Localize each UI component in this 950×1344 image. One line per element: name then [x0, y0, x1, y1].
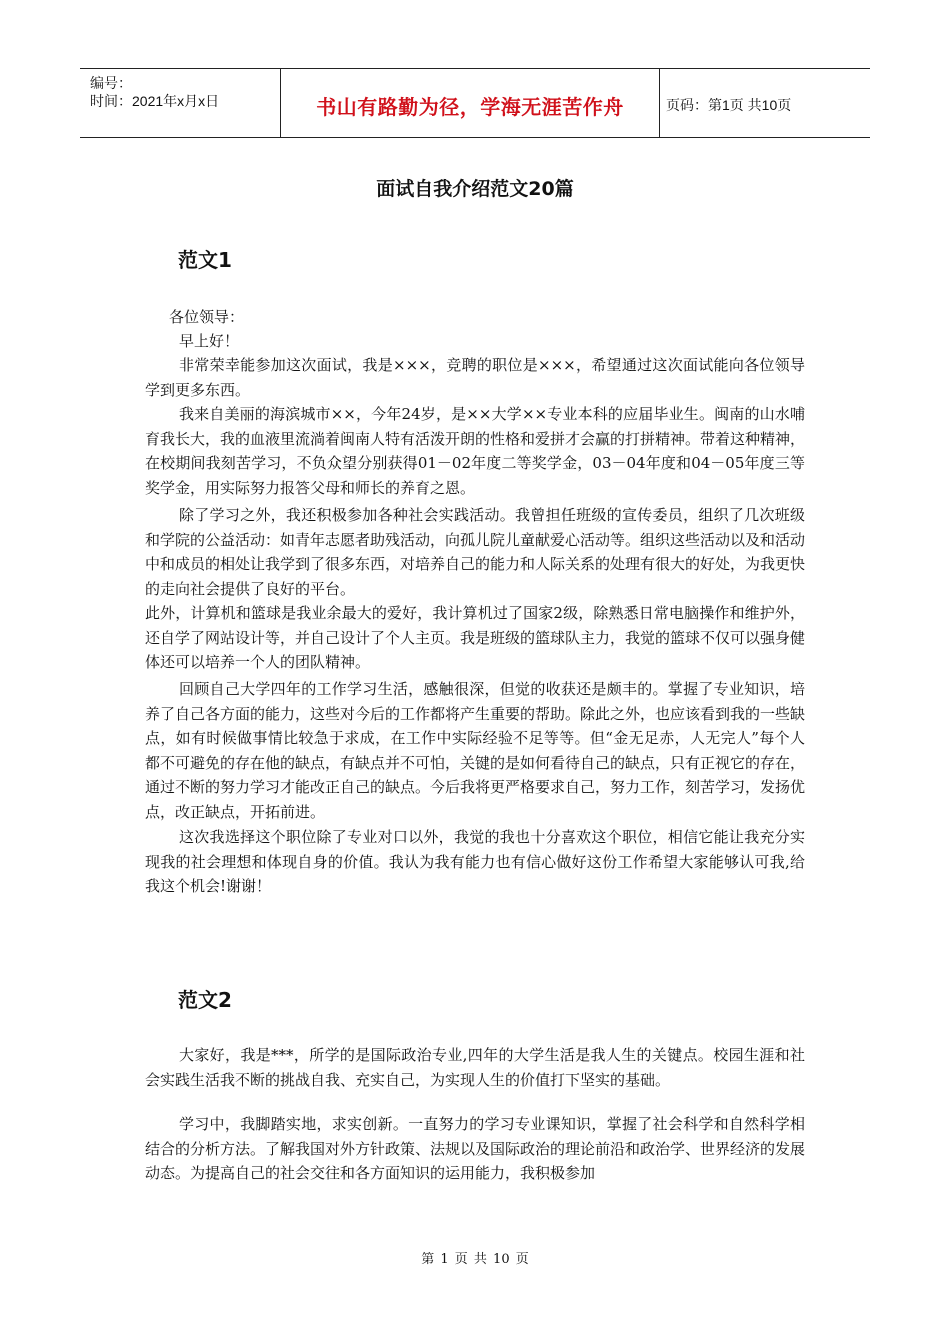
page-info: 页码：第1页 共10页 — [666, 97, 792, 113]
motto-text: 书山有路勤为径，学海无涯苦作舟 — [316, 95, 624, 119]
header-motto-cell — [280, 69, 660, 137]
paragraph: 回顾自己大学四年的工作学习生活，感触很深，但觉的收获还是颇丰的。掌握了专业知识，培养了自己各方面的能力，这些对今后的工作都将产生重要的帮助。除此之外，也应该看到我的一些缺点，如有时候做事情比较急于求成，在工作中实际经验不足等等。但“金无足赤，人无完人”每个人都不可避免的存在他的缺点，有缺点并不可怕，关键的是如何看待自己的缺点，只有正视它的存在，通过不断的努力学习才能改正自己的缺点。今后我将更严格要求自己，努力工作，刻苦学习，发扬优点，改正缺点，开拓前进。 — [145, 680, 806, 821]
section-heading: 范文2 — [178, 988, 232, 1012]
number-label: 编号： — [90, 75, 132, 91]
paragraph: 此外，计算机和篮球是我业余最大的爱好，我计算机过了国家2级，除熟悉日常电脑操作和维护外，还自学了网站设计等，并自己设计了个人主页。我是班级的篮球队主力，我觉的篮球不仅可以强身健体还可以培养一个人的团队精神。 — [145, 604, 806, 671]
header-page-cell — [660, 69, 870, 137]
paragraph: 除了学习之外，我还积极参加各种社会实践活动。我曾担任班级的宣传委员，组织了几次班级和学院的公益活动：如青年志愿者助残活动，向孤儿院儿童献爱心活动等。组织这些活动以及和活动中和成员的相处让我学到了很多东西，对培养自己的能力和人际关系的处理有很大的好处，为我更快的走向社会提供了良好的平台。 — [145, 506, 806, 598]
paragraph: 我来自美丽的海滨城市××，今年24岁，是××大学××专业本科的应届毕业生。闽南的山水哺育我长大，我的血液里流淌着闽南人特有活泼开朗的性格和爱拼才会赢的打拼精神。带着这种精神，在校期间我刻苦学习，不负众望分别获得01－02年度二等奖学金，03－04年度和04－05年度三等奖学金，用实际努力报答父母和师长的养育之恩。 — [145, 405, 806, 497]
salutation: 各位领导： — [169, 308, 245, 326]
paragraph: 大家好，我是***，所学的是国际政治专业,四年的大学生活是我人生的关键点。校园生涯和社会实践生活我不断的挑战自我、充实自己，为实现人生的价值打下坚实的基础。 — [145, 1046, 805, 1089]
paragraph: 学习中，我脚踏实地，求实创新。一直努力的学习专业课知识，掌握了社会科学和自然科学相结合的分析方法。了解我国对外方针政策、法规以及国际政治的理论前沿和政治学、世界经济的发展动态。为提高自己的社会交往和各方面知识的运用能力，我积极参加 — [145, 1115, 806, 1182]
document-title: 面试自我介绍范文20篇 — [376, 178, 574, 200]
header-table — [80, 68, 870, 138]
greeting: 早上好！ — [179, 332, 240, 350]
date-label: 时间：2021年x月x日 — [90, 93, 220, 109]
paragraph: 非常荣幸能参加这次面试，我是×××，竞聘的职位是×××，希望通过这次面试能向各位领导学到更多东西。 — [145, 356, 805, 399]
paragraph: 这次我选择这个职位除了专业对口以外，我觉的我也十分喜欢这个职位，相信它能让我充分实现我的社会理想和体现自身的价值。我认为我有能力也有信心做好这份工作希望大家能够认可我,给我这个机会!谢谢！ — [145, 828, 805, 895]
header-info-cell — [80, 69, 280, 137]
page-footer: 第 1 页 共 10 页 — [421, 1252, 529, 1267]
section-heading: 范文1 — [178, 248, 232, 272]
